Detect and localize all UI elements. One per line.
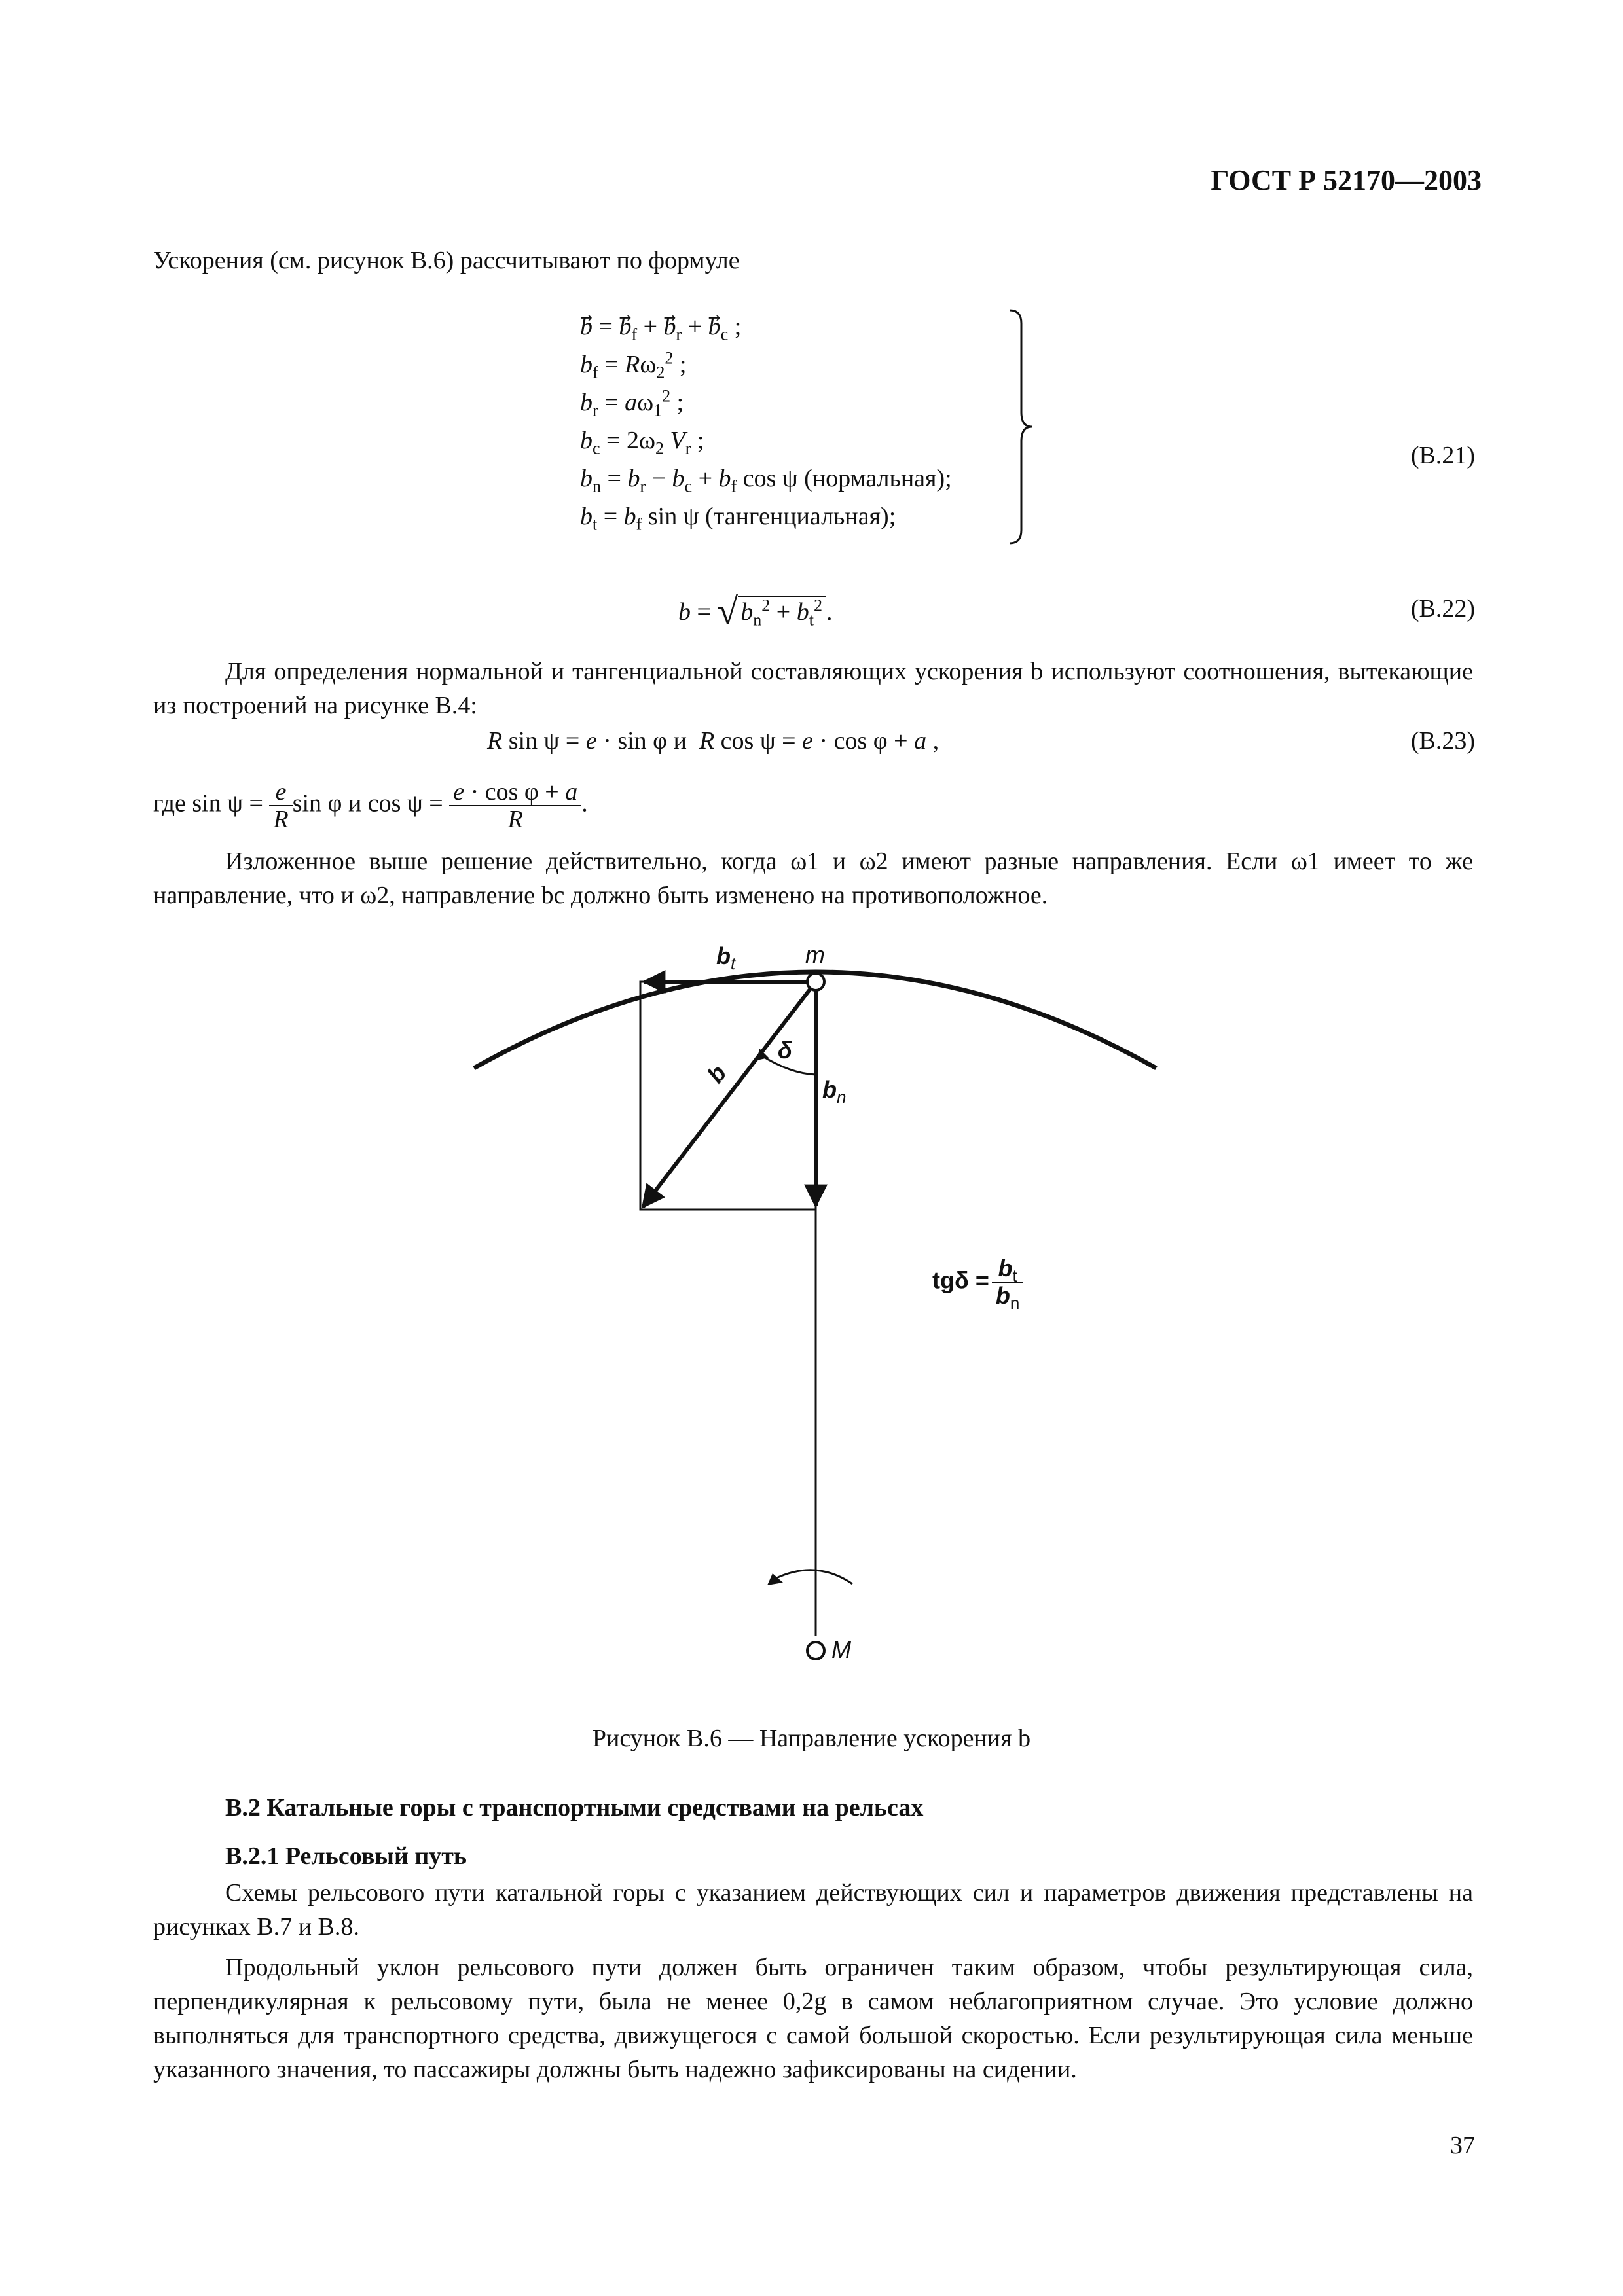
point-M [807,1642,824,1659]
label-M: M [831,1636,851,1663]
equation-number-b21: (В.21) [1410,442,1475,469]
label-b: b [701,1060,732,1088]
paragraph: Продольный уклон рельсового пути должен быть ограничен таким образом, чтобы результирующая сила, перпендикулярная к рельсовому пути, была не менее 0,2g в самом неблагоприятном случае. Это условие должно выполняться для транспортного средства, движущегося с самой большой скоростью. Если результирующая сила меньше указанного значения, то пассажиры должны быть надежно зафиксированы на сидении. [153,1954,1473,2083]
rotation-arc [775,1570,852,1584]
page-number: 37 [1450,2132,1475,2159]
eq-line: $b_n = b_r - b_c + b_f$ cos ψ (нормальная); [580,465,952,496]
eq-line: $b_t = b_f$ sin ψ (тангенциальная); [580,503,896,534]
eq-line: b⃗ = $b_f + b_r + b_c$ ; [580,313,742,344]
section-heading-b2: В.2 Катальные горы с транспортными средствами на рельсах [225,1794,924,1821]
label-bt: $b_t$ [716,942,736,974]
equation-b22: b = √ $b_n^2 + b_t^2$ . [678,590,833,632]
point-m [807,973,824,990]
paragraph: Схемы рельсового пути катальной горы с указанием действующих сил и параметров движения представлены на рисунках В.7 и В.8. [153,1879,1473,1941]
label-m: m [805,941,825,968]
eq-line: $b_r = a\omega_1^2$ ; [580,386,684,420]
label-delta: δ [778,1037,792,1064]
equation-b23: R sin ψ = e · sin φ и R cos ψ = e · cos φ + a , [487,727,939,755]
paragraph: Изложенное выше решение действительно, когда ω1 и ω2 имеют разные направления. Если ω1 имеет то же направление, что и ω2, направление bc должно быть изменено на противоположное. [153,848,1473,909]
intro-text: Ускорения (см. рисунок В.6) рассчитывают по формуле [153,247,740,274]
eq-line: $b_c = 2\omega_2$ $V_r$ ; [580,427,704,458]
tg-delta-formula: tgδ = $\frac{b_t}{b_n}$ [932,1255,1023,1309]
label-bn: $b_n$ [822,1076,847,1107]
section-heading-b21: В.2.1 Рельсовый путь [225,1842,467,1870]
paragraph: Для определения нормальной и тангенциальной составляющих ускорения b используют соотношения, вытекающие из построений на рисунке В.4: [153,658,1473,719]
b-vector [643,982,816,1207]
where-line: где sin ψ = $\frac{e}{R}$ sin φ и cos ψ = $\frac{\text{e · cos φ + a}}{R}$ . [153,778,588,833]
equation-number-b22: (В.22) [1410,595,1475,622]
equation-number-b23: (В.23) [1410,727,1475,755]
document-header: ГОСТ Р 52170—2003 [1211,164,1482,196]
figure-caption: Рисунок В.6 — Направление ускорения b [592,1725,1031,1752]
eq-line: $b_f = R\omega_2^2$ ; [580,348,687,382]
